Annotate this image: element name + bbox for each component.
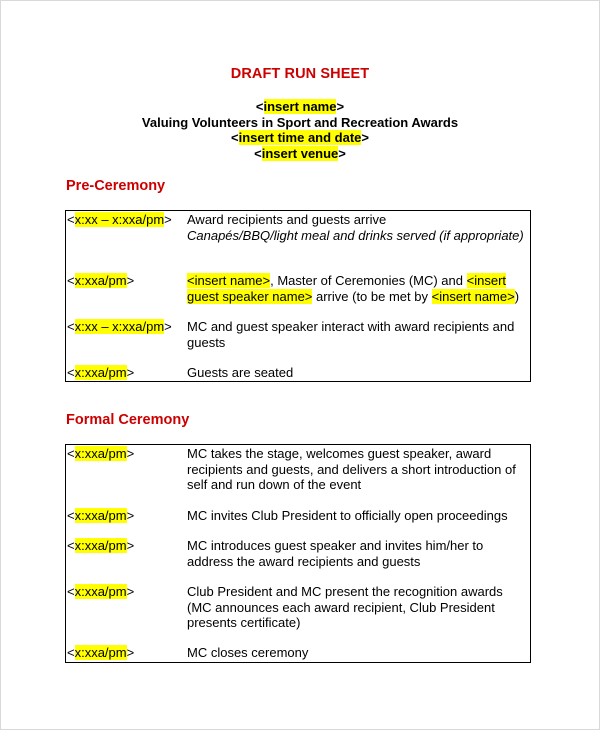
guest-speaker-placeholder: <insert guest speaker name> (187, 273, 507, 304)
event-header (1, 99, 599, 161)
table-row (66, 508, 530, 524)
time-cell: <x:xxa/pm> (67, 508, 135, 523)
description-cell: <insert name>, Master of Ceremonies (MC) and <insert guest speaker name> arrive (to be met by <insert name>) (187, 273, 520, 304)
table-row (66, 273, 530, 304)
table-row (66, 446, 530, 493)
description-cell: MC introduces guest speaker and invites him/her to address the award recipients and guests (187, 538, 484, 569)
time-date-placeholder-line: <insert time and date> (231, 130, 369, 145)
formal-ceremony-heading: Formal Ceremony (66, 412, 190, 428)
mc-name-placeholder: <insert name> (187, 273, 271, 288)
table-row (66, 538, 530, 569)
table-row (66, 319, 530, 350)
table-row (66, 212, 530, 243)
time-cell: <x:xxa/pm> (67, 273, 135, 288)
description-cell: Guests are seated (187, 365, 294, 380)
formal-ceremony-table (65, 444, 531, 663)
time-cell: <x:xx – x:xxa/pm> (67, 319, 172, 334)
pre-ceremony-heading: Pre-Ceremony (66, 178, 166, 194)
time-cell: <x:xxa/pm> (67, 365, 135, 380)
description-cell: MC invites Club President to officially open proceedings (187, 508, 508, 523)
time-cell: <x:xxa/pm> (67, 645, 135, 660)
table-row (66, 584, 530, 631)
description-cell: MC closes ceremony (187, 645, 309, 660)
table-row (66, 365, 530, 381)
venue-placeholder-line: <insert venue> (254, 145, 346, 161)
name-placeholder-line: <insert name> (255, 99, 345, 114)
name-placeholder: insert name (263, 99, 337, 114)
document-title: DRAFT RUN SHEET (230, 66, 370, 82)
time-cell: <x:xx – x:xxa/pm> (67, 212, 172, 227)
time-cell: <x:xxa/pm> (67, 446, 135, 461)
description-cell: MC and guest speaker interact with award recipients and guests (187, 319, 515, 350)
time-cell: <x:xxa/pm> (67, 538, 135, 553)
table-row (66, 645, 530, 661)
greeter-name-placeholder: <insert name> (431, 288, 515, 304)
time-date-placeholder: insert time and date (238, 130, 362, 145)
description-cell: Award recipients and guests arrive Canapés/BBQ/light meal and drinks served (if appropriate) (187, 212, 524, 243)
venue-placeholder: insert venue (261, 145, 339, 161)
description-cell: MC takes the stage, welcomes guest speaker, award recipients and guests, and delivers a short introduction of self and run down of the event (187, 446, 516, 492)
event-name: Valuing Volunteers in Sport and Recreation Awards (141, 114, 459, 130)
description-cell: Club President and MC present the recognition awards (MC announces each award recipient, Club President presents certificate) (187, 584, 503, 630)
pre-ceremony-table (65, 210, 531, 382)
time-cell: <x:xxa/pm> (67, 584, 135, 599)
